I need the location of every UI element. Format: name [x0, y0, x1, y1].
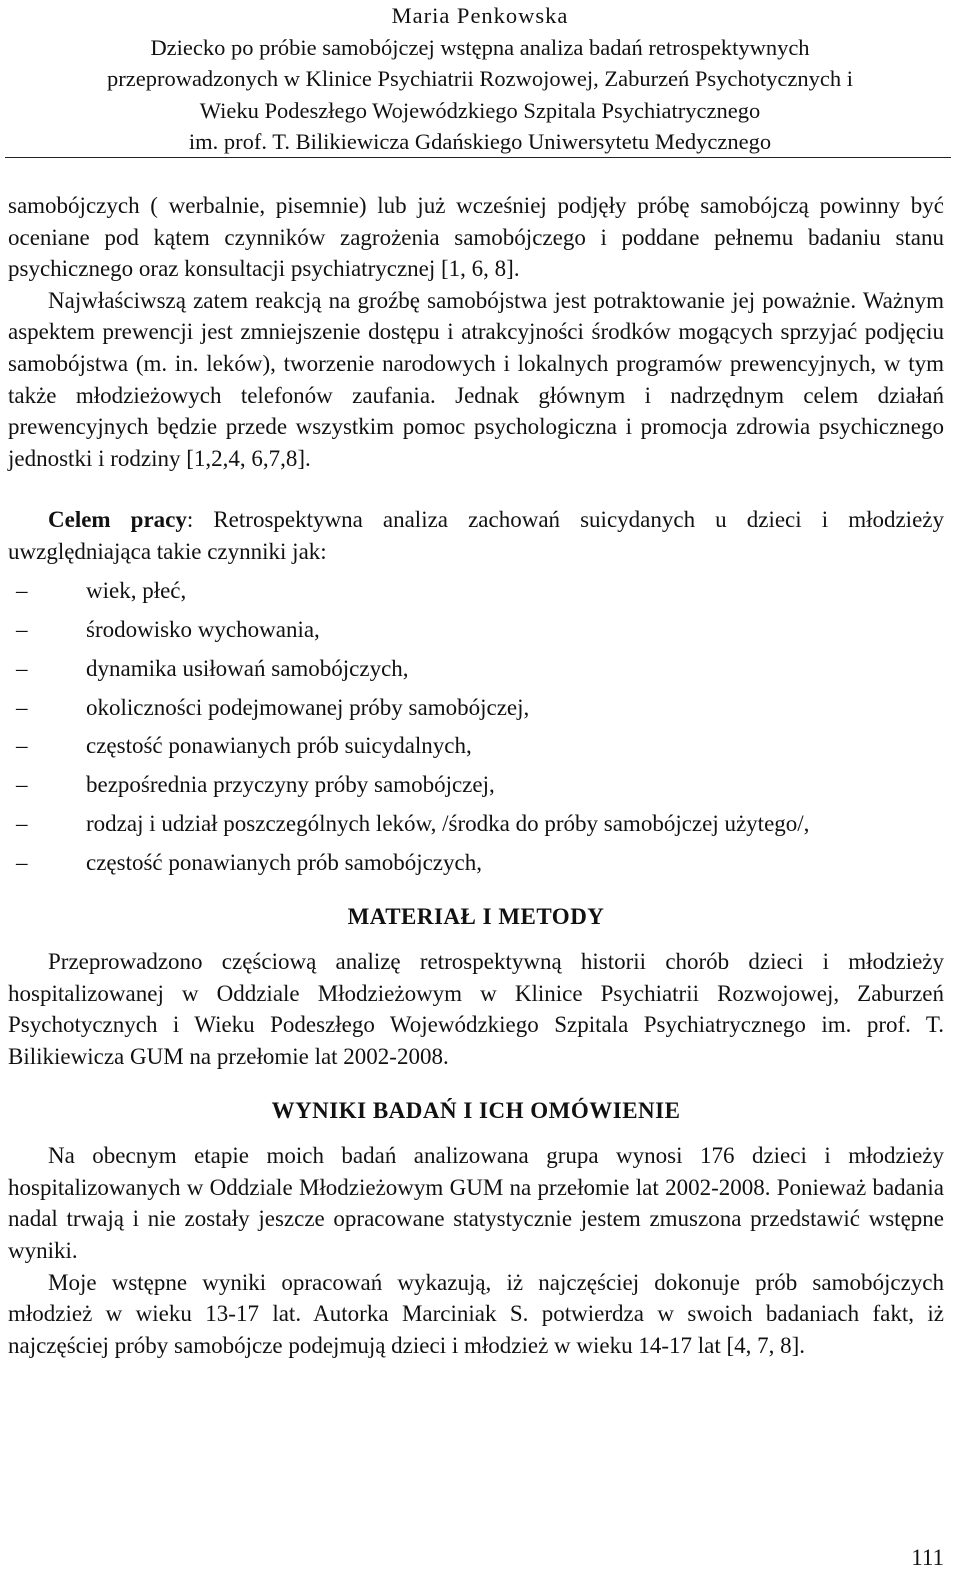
main-text — [8, 190, 944, 1361]
dash-bullet: – — [16, 655, 28, 681]
list-item: – dynamika usiłowań samobójczych, — [8, 653, 944, 685]
intro-paragraph-1: samobójczych ( werbalnie, pisemnie) lub już wcześniej podjęły próbę samobójczą powinny być oceniane pod kątem czynników zagrożenia samobójczego i poddane pełnemu badaniu stanu psychicznego oraz konsultacji psychiatrycznej [1, 6, 8]. — [8, 193, 944, 282]
aim-paragraph — [8, 504, 944, 567]
aim-text: : Retrospektywna analiza zachowań suicydanych u dzieci i młodzieży uwzględniająca takie czynniki jak: — [8, 507, 944, 564]
dash-bullet: – — [16, 694, 28, 720]
page-number: 111 — [911, 1545, 944, 1570]
list-item: – rodzaj i udział poszczególnych leków, /środka do próby samobójczej użytego/, — [8, 808, 944, 840]
results-paragraph-1: Na obecnym etapie moich badań analizowana grupa wynosi 176 dzieci i młodzieży hospitalizowanych w Oddziale Młodzieżowym GUM na przełomie lat 2002-2008. Ponieważ badania nadal trwają i nie zostały jeszcze opracowane statystycznie jestem zmuszona przedstawić wstępne wyniki. — [8, 1143, 944, 1263]
dash-bullet: – — [16, 850, 28, 876]
list-item: – bezpośrednia przyczyny próby samobójczej, — [8, 769, 944, 801]
list-item: – okoliczności podejmowanej próby samobójczej, — [8, 692, 944, 724]
intro-paragraph-2: Najwłaściwszą zatem reakcją na groźbę samobójstwa jest potraktowanie jej poważnie. Ważnym aspektem prewencji jest zmniejszenie dostępu i atrakcyjności środków mogących sprzyjać podjęciu samobójstwa (m. in. leków), tworzenie narodowych i lokalnych programów prewencyjnych, w tym także młodzieżowych telefonów zaufania. Jednak głównym i nadrzędnym celem działań prewencyjnych będzie przede wszystkim pomoc psychologiczna i promocja zdrowia psychicznego jednostki i rodziny [1,2,4, 6,7,8]. — [8, 287, 944, 471]
aim-label: Celem pracy — [48, 507, 187, 533]
list-item: – wiek, płeć, — [8, 575, 944, 607]
dash-bullet: – — [16, 577, 28, 603]
methods-paragraph: Przeprowadzono częściową analizę retrospektywną historii chorób dzieci i młodzieży hospitalizowanej w Oddziale Młodzieżowym w Klinice Psychiatrii Rozwojowej, Zaburzeń Psychotycznych i Wieku Podeszłego Wojewódzkiego Szpitala Psychiatrycznego im. prof. T. Bilikiewicza GUM na przełomie lat 2002-2008. — [8, 949, 944, 1070]
dash-bullet: – — [16, 733, 28, 759]
dash-bullet: – — [16, 772, 28, 798]
dash-bullet: – — [16, 616, 28, 642]
methods-heading: MATERIAŁ I METODY — [347, 903, 605, 929]
header-title-line-2: przeprowadzonych w Klinice Psychiatrii Rozwojowej, Zaburzeń Psychotycznych i — [106, 66, 854, 91]
list-item: – środowisko wychowania, — [8, 614, 944, 646]
running-header — [0, 0, 960, 158]
results-paragraph-2: Moje wstępne wyniki opracowań wykazują, iż najczęściej dokonuje prób samobójczych młodzież w wieku 13-17 lat. Autorka Marciniak S. potwierdza w swoich badaniach fakt, iż najczęściej próby samobójcze podejmują dzieci i młodzież w wieku 14-17 lat [4, 7, 8]. — [8, 1269, 944, 1358]
results-heading: WYNIKI BADAŃ I ICH OMÓWIENIE — [271, 1097, 681, 1123]
aim-factor-list — [8, 575, 944, 879]
header-title-line-1: Dziecko po próbie samobójczej wstępna analiza badań retrospektywnych — [150, 34, 810, 60]
list-item: – częstość ponawianych prób suicydalnych, — [8, 730, 944, 762]
header-rule — [5, 157, 951, 158]
header-author: Maria Penkowska — [391, 3, 569, 28]
dash-bullet: – — [16, 811, 28, 837]
list-item: – częstość ponawianych prób samobójczych, — [8, 847, 944, 879]
header-title-line-4: im. prof. T. Bilikiewicza Gdańskiego Uniwersytetu Medycznego — [188, 129, 772, 154]
header-title-line-3: Wieku Podeszłego Wojewódzkiego Szpitala Psychiatrycznego — [199, 97, 761, 123]
